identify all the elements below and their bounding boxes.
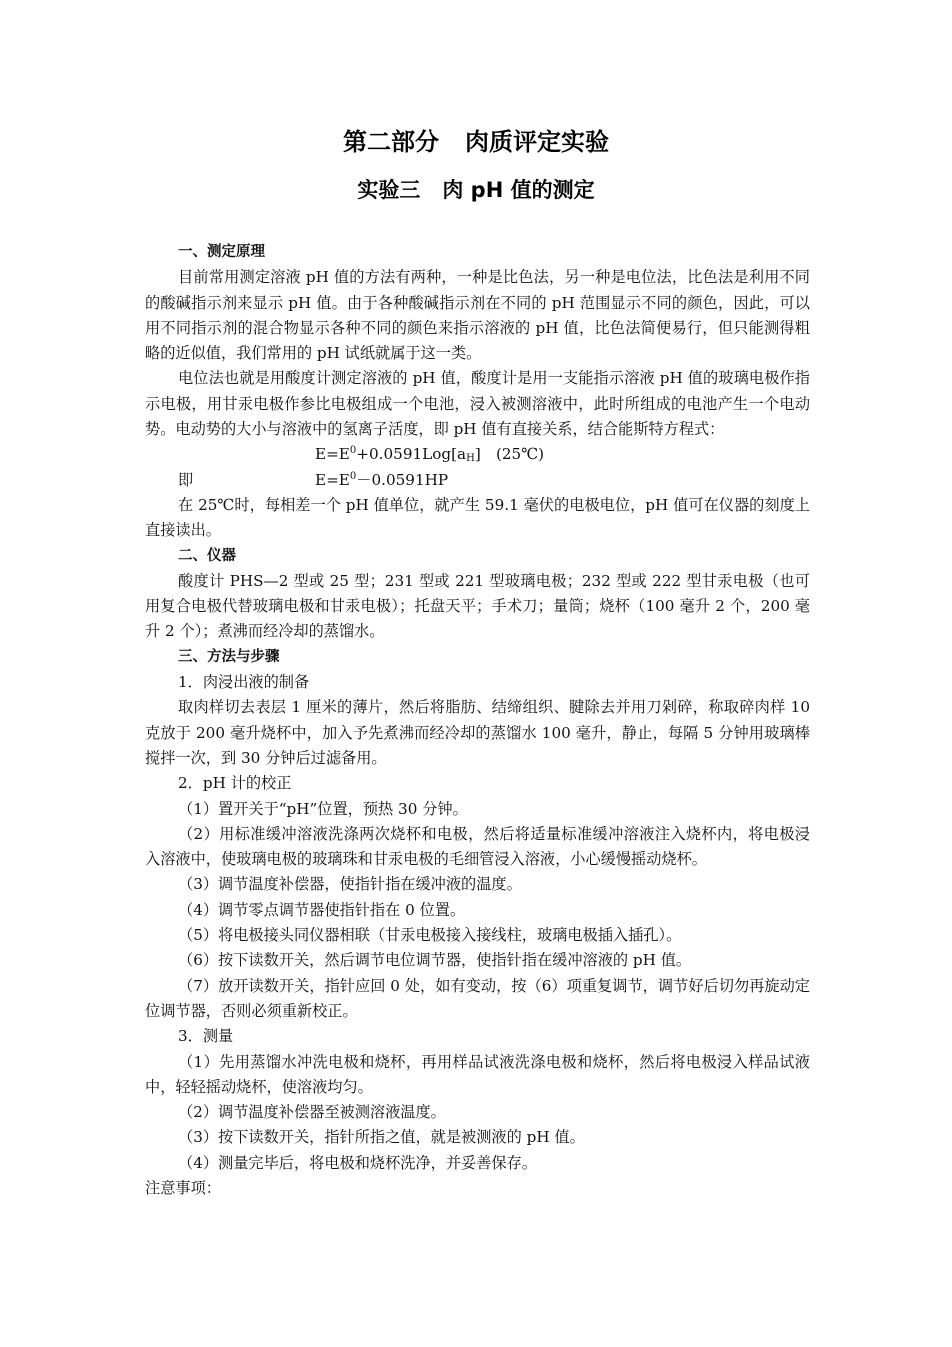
measurement-step: （4）测量完毕后，将电极和烧杯洗净，并妥善保存。: [178, 1153, 537, 1172]
calibration-step: （4）调节零点调节器使指针指在 0 位置。: [178, 900, 466, 919]
part-title-name: 肉质评定实验: [465, 128, 609, 156]
equation-text: $E=E^0+0.0591Log[a_H]$ (25℃): [315, 445, 545, 465]
measurement-step: （2）调节温度补偿器至被测溶液温度。: [178, 1103, 446, 1122]
notes-label: 注意事项：: [145, 1178, 221, 1197]
nernst-equation-2: [145, 468, 810, 493]
instruments-paragraph: 酸度计 PHS—2 型或 25 型；231 型或 221 型玻璃电极；232 型或 222 型甘汞电极（也可用复合电极代替玻璃电极和甘汞电极）；托盘天平；手术刀；量筒；烧杯（100 毫升 2 个，200 毫升 2 个）；煮沸而经冷却的蒸馏水。: [145, 571, 810, 641]
equation-lead: 即: [178, 470, 194, 489]
experiment-title: [0, 174, 952, 206]
subsection-title-extract: 1．肉浸出液的制备: [178, 673, 310, 692]
part-title-number: 第二部分: [343, 128, 439, 156]
subsection-title-calibration: 2．pH 计的校正: [178, 774, 292, 793]
nernst-equation-1: [145, 442, 810, 467]
subsection-title-measurement: 3．测量: [178, 1027, 234, 1046]
section-heading-principle: 一、测定原理: [178, 244, 265, 260]
calibration-step: （7）放开读数开关，指针应回 0 处，如有变动，按（6）项重复调节，调节好后切勿再旋动定位调节器，否则必须重新校正。: [145, 976, 810, 1020]
experiment-title-name: 肉 pH 值的测定: [442, 178, 595, 202]
part-title: [0, 124, 952, 160]
experiment-title-number: 实验三: [357, 178, 421, 202]
principle-paragraph-1: 目前常用测定溶液 pH 值的方法有两种，一种是比色法，另一种是电位法，比色法是利用不同的酸碱指示剂来显示 pH 值。由于各种酸碱指示剂在不同的 pH 范围显示不同的颜色，因此，可以用不同指示剂的混合物显示各种不同的颜色来指示溶液的 pH 值，比色法简便易行，但只能测得粗略的近似值，我们常用的 pH 试纸就属于这一类。: [145, 268, 810, 363]
calibration-step: （6）按下读数开关，然后调节电位调节器，使指针指在缓冲溶液的 pH 值。: [178, 951, 692, 970]
principle-paragraph-2: 电位法也就是用酸度计测定溶液的 pH 值，酸度计是用一支能指示溶液 pH 值的玻璃电极作指示电极，用甘汞电极作参比电极组成一个电池，浸入被测溶液中，此时所组成的电池产生一个电动势。电动势的大小与溶液中的氢离子活度，即 pH 值有直接关系，结合能斯特方程式：: [145, 369, 810, 439]
section-heading-methods: 三、方法与步骤: [178, 648, 280, 665]
section-heading-instruments: 二、仪器: [178, 547, 236, 564]
calibration-step: （2）用标准缓冲溶液洗涤两次烧杯和电极，然后将适量标准缓冲溶液注入烧杯内，将电极浸入溶液中，使玻璃电极的玻璃珠和甘汞电极的毛细管浸入溶液，小心缓慢摇动烧杯。: [145, 824, 810, 869]
calibration-step: （3）调节温度补偿器，使指针指在缓冲液的温度。: [178, 875, 522, 894]
principle-paragraph-3: 在 25℃时，每相差一个 pH 值单位，就产生 59.1 毫伏的电极电位，pH 值可在仪器的刻度上直接读出。: [145, 495, 810, 540]
document-body: [145, 240, 810, 1201]
calibration-step: （1）置开关于“pH”位置，预热 30 分钟。: [178, 799, 468, 818]
measurement-step: （3）按下读数开关，指针所指之值，就是被测液的 pH 值。: [178, 1128, 585, 1147]
equation-text: $E=E^0-0.0591HP$: [315, 470, 449, 489]
measurement-step: （1）先用蒸馏水冲洗电极和烧杯，再用样品试液洗涤电极和烧杯，然后将电极浸入样品试液中，轻轻摇动烧杯，使溶液均匀。: [145, 1052, 810, 1096]
calibration-step: （5）将电极接头同仪器相联（甘汞电极接入接线柱，玻璃电极插入插孔）。: [178, 926, 682, 945]
extract-paragraph: 取肉样切去表层 1 厘米的薄片，然后将脂肪、结缔组织、腱除去并用刀剁碎，称取碎肉样 10 克放于 200 毫升烧杯中，加入予先煮沸而经冷却的蒸馏水 100 毫升，静止，每隔 5 分钟用玻璃棒搅拌一次，到 30 分钟后过滤备用。: [145, 698, 810, 767]
